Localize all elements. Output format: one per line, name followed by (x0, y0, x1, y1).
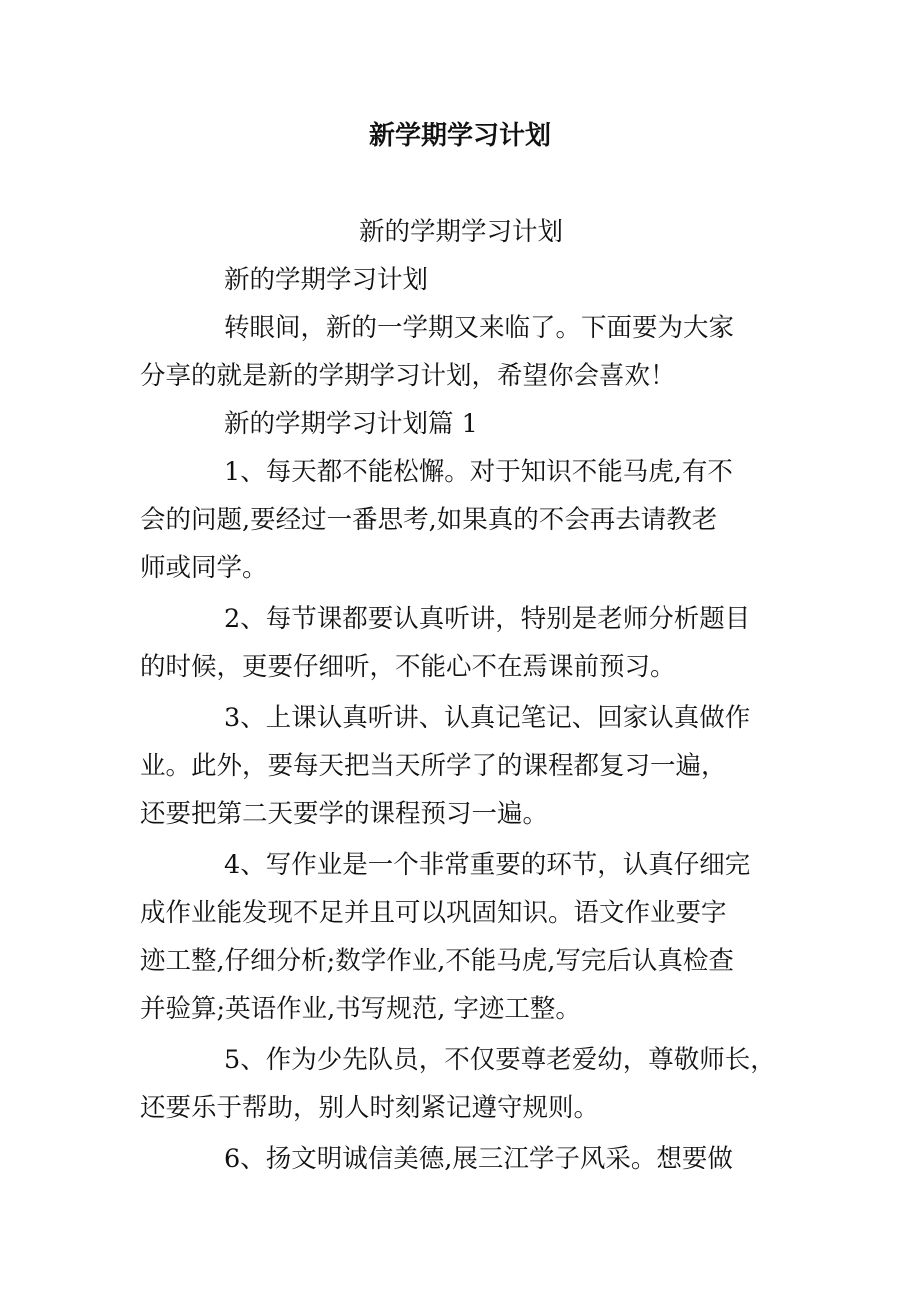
heading-repeat: 新的学期学习计划 (224, 265, 429, 295)
paragraph-line: 分享的就是新的学期学习计划，希望你会喜欢！ (140, 361, 676, 391)
list-item (140, 1135, 782, 1183)
document-title: 新学期学习计划 (368, 121, 551, 151)
paragraph-line: 师或同学。 (140, 553, 268, 583)
list-item (140, 694, 782, 838)
section-heading: 新的学期学习计划篇 1 (224, 409, 478, 439)
paragraph-line: 成作业能发现不足并且可以巩固知识。语文作业要字 (140, 898, 727, 928)
subtitle: 新的学期学习计划 (358, 217, 563, 247)
paragraph-line: 还要把第二天要学的课程预习一遍。 (140, 799, 549, 829)
paragraph-line: 迹工整,仔细分析;数学作业,不能马虎,写完后认真检查 (140, 946, 734, 976)
paragraph-line: 6、扬文明诚信美德,展三江学子风采。想要做 (224, 1144, 733, 1174)
paragraph-line: 会的问题,要经过一番思考,如果真的不会再去请教老 (140, 505, 718, 535)
document-body (140, 208, 782, 1183)
paragraph-line: 5、作为少先队员，不仅要尊老爱幼，尊敬师长， (224, 1045, 776, 1075)
intro-paragraph (140, 304, 782, 400)
paragraph-line: 还要乐于帮助，别人时刻紧记遵守规则。 (140, 1093, 600, 1123)
paragraph-line: 的时候，更要仔细听，不能心不在焉课前预习。 (140, 652, 676, 682)
paragraph-line: 4、写作业是一个非常重要的环节，认真仔细完 (224, 850, 751, 880)
list-item (140, 595, 782, 691)
list-item (140, 1036, 782, 1132)
paragraph-line: 转眼间，新的一学期又来临了。下面要为大家 (224, 313, 735, 343)
paragraph-line: 2、每节课都要认真听讲，特别是老师分析题目 (224, 604, 751, 634)
paragraph-line: 并验算;英语作业,书写规范, 字迹工整。 (140, 994, 581, 1024)
paragraph-line: 1、每天都不能松懈。对于知识不能马虎,有不 (224, 457, 733, 487)
list-item (140, 448, 782, 592)
paragraph-line: 业。此外，要每天把当天所学了的课程都复习一遍， (140, 751, 727, 781)
list-item (140, 841, 782, 1033)
paragraph-line: 3、上课认真听讲、认真记笔记、回家认真做作 (224, 703, 751, 733)
